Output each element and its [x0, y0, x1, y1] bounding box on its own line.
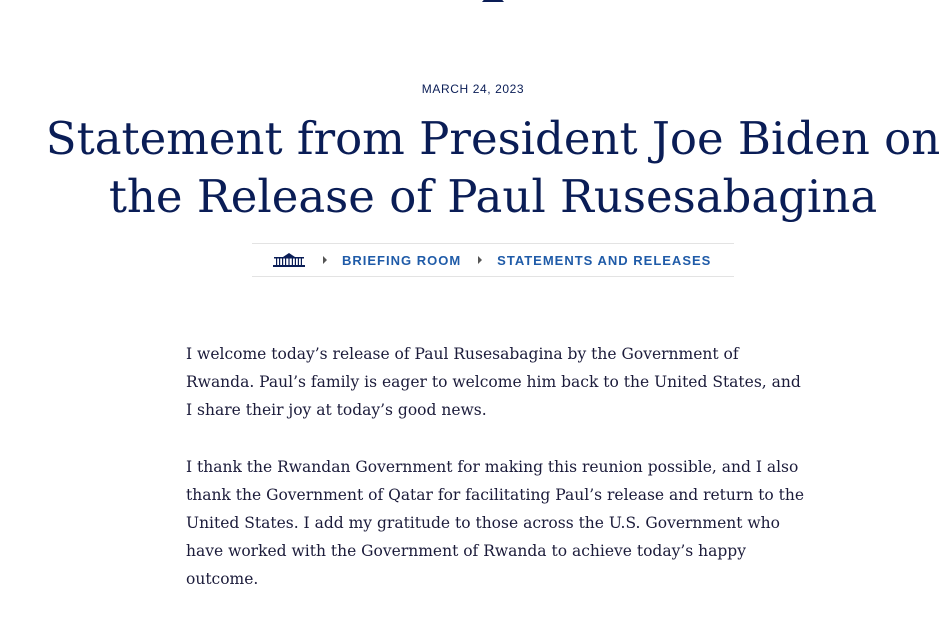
white-house-logo-icon[interactable]: [480, 0, 506, 2]
publish-date: MARCH 24, 2023: [421, 82, 525, 96]
chevron-right-icon: [478, 256, 482, 264]
white-house-icon[interactable]: [272, 252, 306, 268]
chevron-right-icon: [323, 256, 327, 264]
paragraph: I thank the Rwandan Government for making this reunion possible, and I also thank the Government of Qatar for facilitating Paul’s release and return to the United States. I add my gratitude to those across the U.S. Government who have worked with the Government of Rwanda to achieve today’s happy outcome.: [186, 457, 805, 589]
breadcrumb-statements-and-releases[interactable]: STATEMENTS AND RELEASES: [497, 252, 712, 268]
breadcrumb-briefing-room[interactable]: BRIEFING ROOM: [342, 252, 462, 268]
breadcrumb: [252, 243, 734, 277]
page-title: Statement from President Joe Biden on the Release of Paul Rusesabagina: [45, 112, 941, 223]
article-body: [186, 340, 806, 622]
paragraph: I welcome today’s release of Paul Rusesabagina by the Government of Rwanda. Paul’s family is eager to welcome him back to the United States, and I share their joy at today’s good news.: [186, 345, 801, 420]
